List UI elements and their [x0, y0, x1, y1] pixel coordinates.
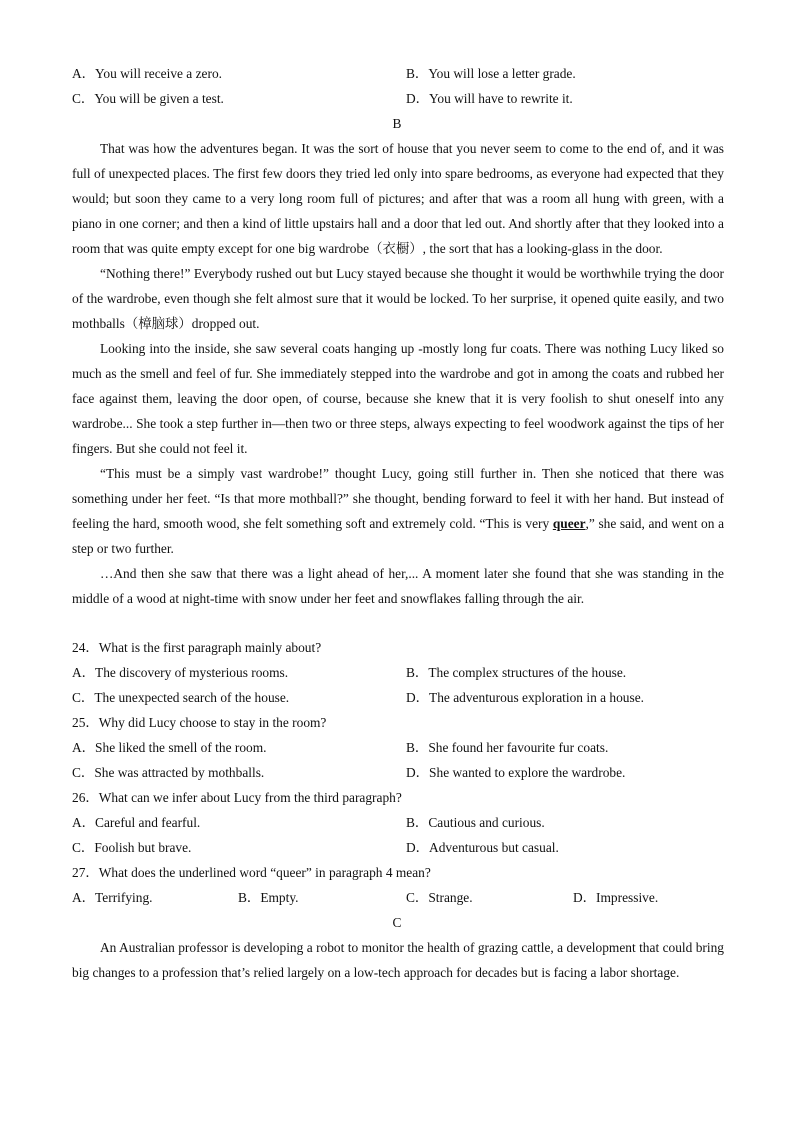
q25-option-b[interactable]: B．She found her favourite fur coats. [406, 740, 609, 755]
passage-b-paragraph-3: Looking into the inside, she saw several coats hanging up -mostly long fur coats. There was nothing Lucy liked so much as the smell and feel of fur. She immediately stepped into the wardrobe and got in among the coats and rubbed her face against them, leaving the door open, of course, because she knew that it is very foolish to shut oneself into any wardrobe... She took a step further in—then two or three steps, always expecting to feel woodwork against the tips of her fingers. But she could not feel it. [72, 341, 724, 456]
question-25-stem: 25．Why did Lucy choose to stay in the room? [72, 715, 327, 730]
q27-option-a[interactable]: A．Terrifying. [72, 890, 153, 905]
passage-b-paragraph-5: …And then she saw that there was a light ahead of her,... A moment later she found that she was standing in the middle of a wood at night-time with snow under her feet and snowflakes falling through the air. [72, 566, 724, 606]
q25-option-d[interactable]: D．She wanted to explore the wardrobe. [406, 765, 626, 780]
q26-option-a[interactable]: A．Careful and fearful. [72, 815, 201, 830]
q23-option-b: B．You will lose a letter grade. [406, 66, 576, 81]
q23-option-d: D．You will have to rewrite it. [406, 91, 573, 106]
q23-option-a: A．You will receive a zero. [72, 66, 222, 81]
q24-option-d[interactable]: D．The adventurous exploration in a house. [406, 690, 644, 705]
passage-b [72, 136, 724, 611]
question-27-stem: 27．What does the underlined word “queer” in paragraph 4 mean? [72, 865, 431, 880]
passage-c-paragraph-1: An Australian professor is developing a robot to monitor the health of grazing cattle, a development that could bring big changes to a profession that’s relied largely on a low-tech approach for decades but is facing a labor shortage. [72, 940, 724, 980]
q27-option-b[interactable]: B．Empty. [238, 890, 299, 905]
passage-b-paragraph-1: That was how the adventures began. It was the sort of house that you never seem to come to the end of, and it was full of unexpected places. The first few doors they tried led only into spare bedrooms, as everyone had expected that they would; but soon they came to a very long room full of pictures; and after that was a room all hung with green, with a piano in one corner; and then a kind of little upstairs hall and a door that led out. And shortly after that they looked into a room that was quite empty except for one big wardrobe（衣橱）, the sort that has a looking-glass in the door. [72, 141, 724, 256]
underlined-word-queer: queer [552, 516, 586, 531]
passage-c [72, 935, 724, 985]
section-c-label: C [392, 915, 402, 930]
q25-option-a[interactable]: A．She liked the smell of the room. [72, 740, 267, 755]
section-b-label: B [392, 116, 402, 131]
q26-option-c[interactable]: C．Foolish but brave. [72, 840, 192, 855]
q26-option-b[interactable]: B．Cautious and curious. [406, 815, 545, 830]
passage-b-paragraph-4 [72, 461, 724, 561]
paragraph-4-text-before: “This must be a simply vast wardrobe!” thought Lucy, going still further in. Then she noticed that there was something under her feet. “Is that more mothball?” she thought, bending forward to feel it with her hand. But instead of feeling the hard, smooth wood, she felt something soft and extremely cold. “This is very [72, 466, 724, 531]
q24-option-a[interactable]: A．The discovery of mysterious rooms. [72, 665, 289, 680]
q23-option-c: C．You will be given a test. [72, 91, 224, 106]
paragraph-4-text-after: ,” she said, and went on a step or two further. [72, 516, 725, 556]
question-26-stem: 26．What can we infer about Lucy from the third paragraph? [72, 790, 402, 805]
q27-option-d[interactable]: D．Impressive. [573, 890, 659, 905]
q24-option-c[interactable]: C．The unexpected search of the house. [72, 690, 290, 705]
q27-option-c[interactable]: C．Strange. [406, 890, 473, 905]
q26-option-d[interactable]: D．Adventurous but casual. [406, 840, 559, 855]
passage-b-paragraph-2: “Nothing there!” Everybody rushed out but Lucy stayed because she thought it would be worthwhile trying the door of the wardrobe, even though she felt almost sure that it would be locked. To her surprise, it opened quite easily, and two mothballs（樟脑球）dropped out. [72, 266, 724, 331]
q24-option-b[interactable]: B．The complex structures of the house. [406, 665, 627, 680]
q25-option-c[interactable]: C．She was attracted by mothballs. [72, 765, 265, 780]
question-24-stem: 24．What is the first paragraph mainly about? [72, 640, 322, 655]
